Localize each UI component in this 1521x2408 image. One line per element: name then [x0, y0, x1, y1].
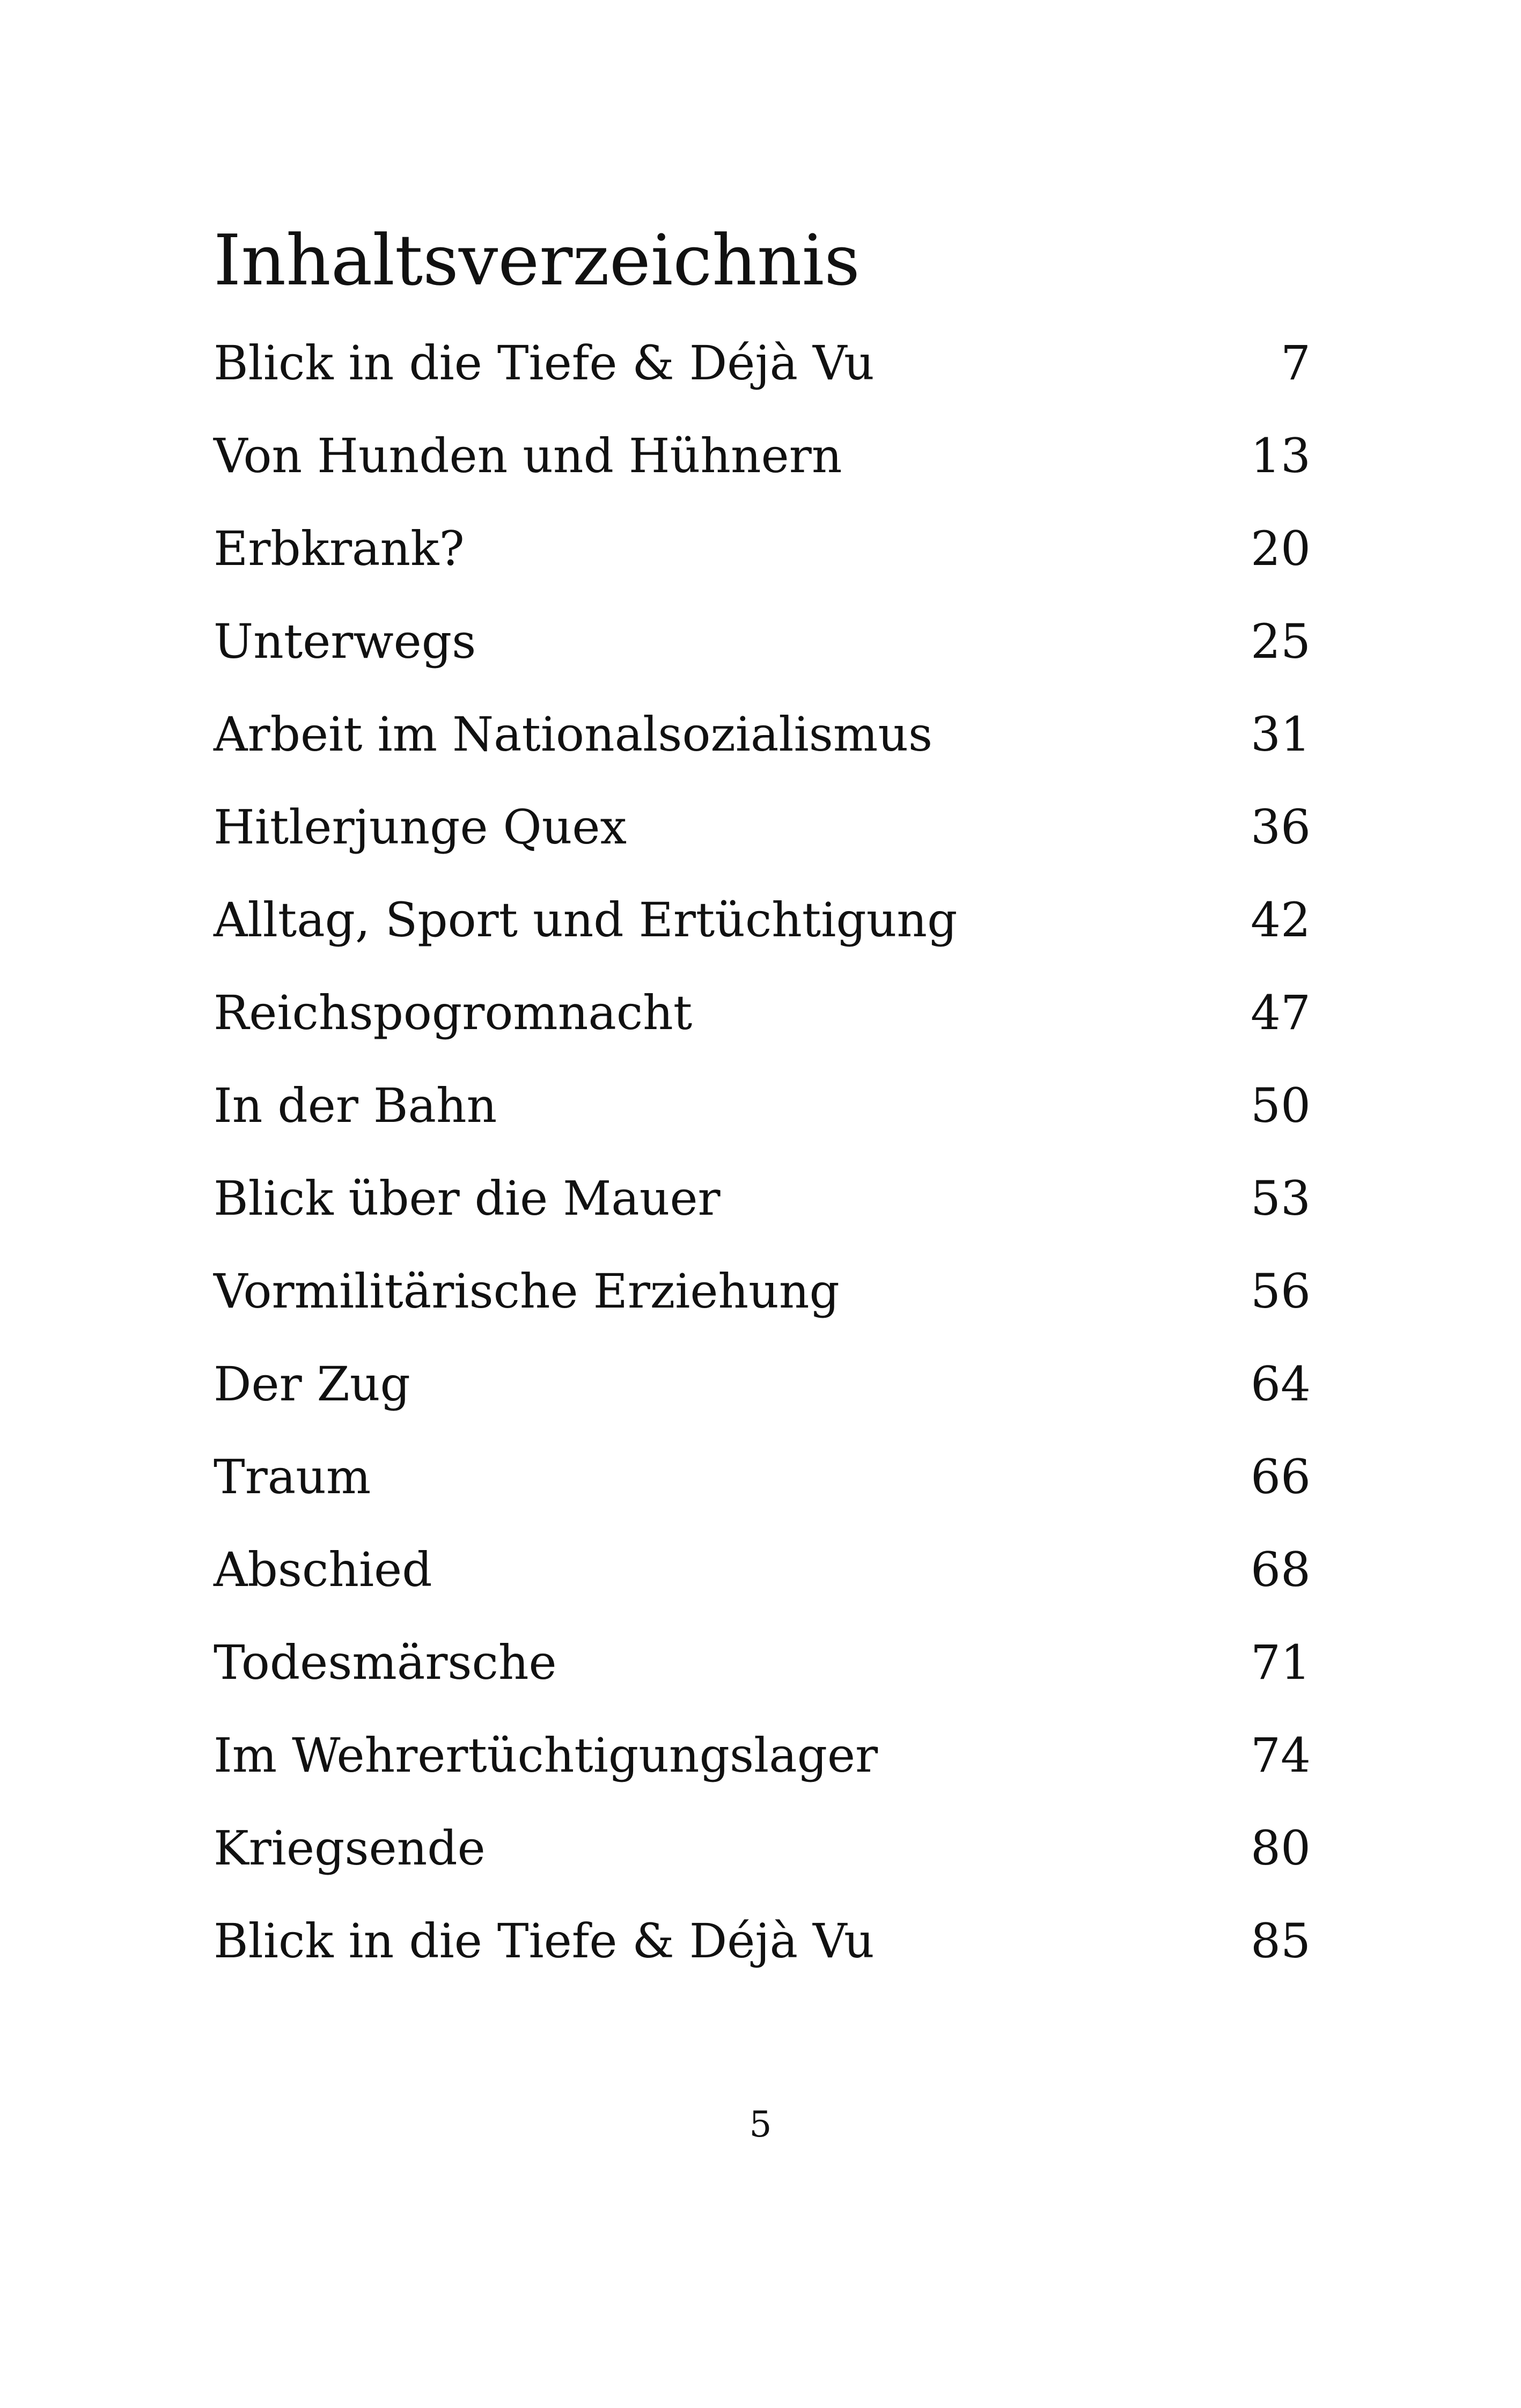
toc-entry-page: 36	[1251, 799, 1311, 855]
toc-entry	[214, 1430, 1311, 1523]
toc-entry	[214, 1895, 1311, 1987]
table-of-contents	[214, 317, 1311, 1987]
toc-entry-title: Todesmärsche	[214, 1635, 557, 1690]
toc-entry	[214, 502, 1311, 595]
toc-entry-title: Blick in die Tiefe & Déjà Vu	[214, 335, 875, 391]
toc-entry-page: 66	[1251, 1449, 1311, 1504]
page-title: Inhaltsverzeichnis	[214, 219, 860, 301]
toc-entry-title: Kriegsende	[214, 1820, 486, 1876]
toc-entry-title: Hitlerjunge Quex	[214, 799, 627, 855]
toc-entry	[214, 781, 1311, 873]
toc-entry-page: 53	[1251, 1171, 1311, 1226]
toc-entry-page: 74	[1251, 1728, 1311, 1783]
toc-entry-page: 13	[1251, 428, 1311, 483]
toc-entry-title: Von Hunden und Hühnern	[214, 428, 842, 483]
toc-entry-title: Traum	[214, 1449, 371, 1504]
toc-entry-page: 50	[1251, 1078, 1311, 1133]
toc-entry-title: In der Bahn	[214, 1078, 497, 1133]
toc-entry	[214, 317, 1311, 409]
toc-entry	[214, 409, 1311, 502]
toc-entry	[214, 1802, 1311, 1895]
toc-entry-title: Der Zug	[214, 1356, 410, 1412]
toc-entry	[214, 595, 1311, 688]
toc-entry-page: 7	[1281, 335, 1311, 391]
toc-entry-title: Blick in die Tiefe & Déjà Vu	[214, 1913, 875, 1969]
toc-entry-title: Alltag, Sport und Ertüchtigung	[214, 892, 958, 948]
toc-entry	[214, 1523, 1311, 1616]
toc-entry-title: Unterwegs	[214, 614, 476, 669]
page-number: 5	[749, 2104, 772, 2145]
toc-entry-page: 85	[1251, 1913, 1311, 1969]
toc-entry	[214, 1059, 1311, 1152]
toc-entry-title: Im Wehrertüchtigungslager	[214, 1728, 878, 1783]
toc-entry-page: 42	[1251, 892, 1311, 948]
toc-entry-page: 68	[1251, 1542, 1311, 1597]
toc-entry-page: 64	[1251, 1356, 1311, 1412]
toc-entry-title: Blick über die Mauer	[214, 1171, 721, 1226]
toc-entry	[214, 688, 1311, 781]
toc-entry	[214, 873, 1311, 966]
toc-entry	[214, 1616, 1311, 1709]
toc-entry	[214, 1709, 1311, 1802]
toc-entry-page: 80	[1251, 1820, 1311, 1876]
toc-entry-title: Abschied	[214, 1542, 432, 1597]
toc-entry	[214, 966, 1311, 1059]
toc-entry-page: 31	[1251, 707, 1311, 762]
toc-entry-title: Arbeit im Nationalsozialismus	[214, 707, 933, 762]
toc-entry-title: Reichspogromnacht	[214, 985, 693, 1040]
toc-entry-page: 71	[1251, 1635, 1311, 1690]
toc-entry-page: 20	[1251, 521, 1311, 576]
toc-entry	[214, 1338, 1311, 1430]
toc-entry	[214, 1245, 1311, 1338]
toc-entry-title: Erbkrank?	[214, 521, 465, 576]
toc-entry	[214, 1152, 1311, 1245]
toc-entry-page: 56	[1251, 1264, 1311, 1319]
toc-entry-title: Vormilitärische Erziehung	[214, 1264, 840, 1319]
toc-entry-page: 47	[1251, 985, 1311, 1040]
toc-entry-page: 25	[1251, 614, 1311, 669]
